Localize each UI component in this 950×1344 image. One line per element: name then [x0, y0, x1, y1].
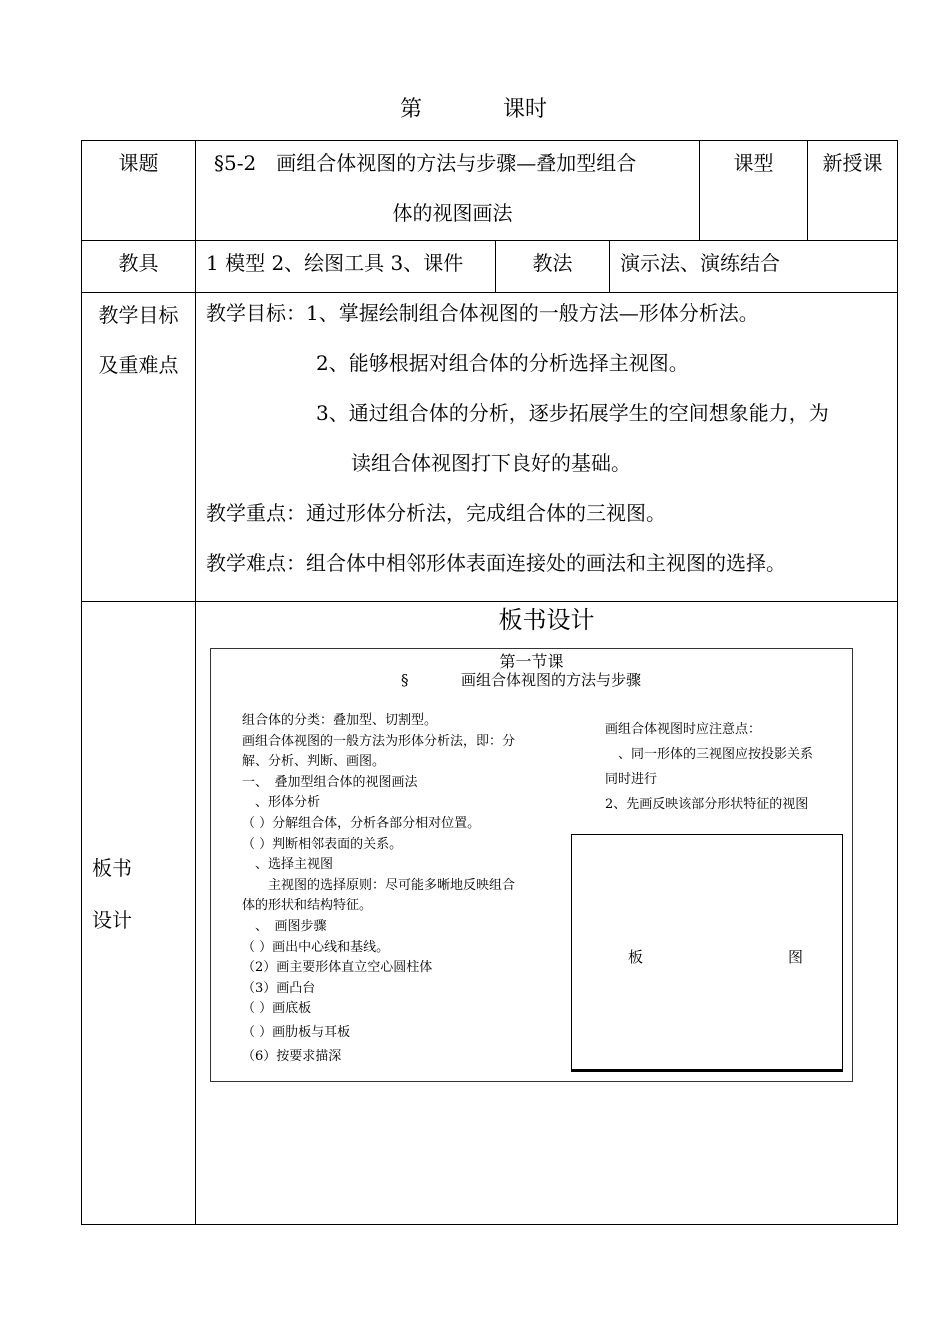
tools-label: 教具	[82, 241, 196, 293]
goal-2: 2、能够根据对组合体的分析选择主视图。	[316, 351, 689, 375]
right-line: 同时进行	[605, 772, 658, 787]
left-line: （2）画主要形体直立空心圆柱体	[242, 960, 433, 976]
title-right: 课时	[503, 97, 548, 122]
board-label-line1: 板书	[92, 856, 132, 880]
board-title-1: 第一节课	[499, 652, 564, 671]
topic-line2: 体的视图画法	[392, 201, 513, 225]
right-line: 、同一形体的三视图应按投影关系	[605, 747, 814, 762]
key-point: 教学重点：通过形体分析法，完成组合体的三视图。	[206, 501, 666, 525]
goals-label-line1: 教学目标	[98, 303, 179, 327]
title-left: 第	[400, 97, 423, 122]
left-line: 主视图的选择原则：尽可能多晰地反映组合	[242, 877, 516, 893]
left-line: （ ）判断相邻表面的关系。	[242, 836, 403, 852]
board-box	[210, 648, 853, 1082]
board-heading: 板书设计	[498, 606, 595, 634]
board-left-notes	[242, 711, 552, 1067]
diagram-label-right: 图	[788, 948, 804, 966]
left-line: 画组合体视图的一般方法为形体分析法，即：分	[242, 733, 516, 749]
board-content	[196, 602, 898, 1225]
section-symbol: §	[401, 671, 409, 689]
topic-value	[196, 141, 700, 241]
goals-content	[196, 293, 898, 602]
left-line: 体的形状和结构特征。	[242, 898, 373, 914]
left-line: （ ）画肋板与耳板	[242, 1024, 351, 1040]
right-line: 画组合体视图时应注意点：	[605, 722, 762, 737]
board-diagram-box	[571, 834, 843, 1072]
method-value: 演示法、演练结合	[610, 241, 898, 293]
right-line: 2、先画反映该部分形状特征的视图	[605, 797, 809, 812]
row-goals	[82, 293, 898, 602]
diagram-label-left: 板	[628, 948, 644, 966]
topic-label: 课题	[82, 141, 196, 241]
row-board	[82, 602, 898, 1225]
left-line: （3）画凸台	[242, 980, 316, 996]
goal-3: 3、通过组合体的分析，逐步拓展学生的空间想象能力，为	[316, 401, 829, 425]
board-label	[82, 602, 196, 1225]
left-line: （6）按要求描深	[242, 1048, 342, 1064]
page-title	[0, 92, 950, 126]
row-topic	[82, 141, 898, 241]
type-label: 课型	[700, 141, 808, 241]
board-label-line2: 设计	[92, 908, 132, 932]
left-line: （ ）分解组合体，分析各部分相对位置。	[242, 815, 481, 831]
board-right-notes	[605, 717, 845, 817]
topic-line1: §5-2 画组合体视图的方法与步骤—叠加型组合	[214, 151, 637, 175]
left-line: 一、 叠加型组合体的视图画法	[242, 774, 418, 790]
goal-1: 教学目标：1、掌握绘制组合体视图的一般方法—形体分析法。	[206, 301, 759, 325]
left-line: 组合体的分类：叠加型、切割型。	[242, 713, 438, 728]
difficulty: 教学难点：组合体中相邻形体表面连接处的画法和主视图的选择。	[206, 551, 786, 575]
goals-label	[82, 293, 196, 602]
goals-label-line2: 及重难点	[98, 353, 179, 377]
tools-value: 1 模型 2、绘图工具 3、课件	[196, 241, 496, 293]
left-line: 解、分析、判断、画图。	[242, 754, 386, 770]
left-line: （ ）画出中心线和基线。	[242, 939, 390, 955]
left-line: 、形体分析	[242, 795, 321, 811]
left-line: 、 画图步骤	[242, 918, 327, 934]
board-title-2	[401, 671, 641, 689]
lesson-plan-table	[81, 140, 898, 1225]
goal-3-cont: 读组合体视图打下良好的基础。	[351, 451, 631, 475]
board-title-2-text: 画组合体视图的方法与步骤	[461, 671, 642, 689]
left-line: （ ）画底板	[242, 1001, 312, 1017]
method-label: 教法	[496, 241, 610, 293]
type-value: 新授课	[808, 141, 898, 241]
row-tools	[82, 241, 898, 293]
left-line: 、选择主视图	[242, 857, 334, 873]
